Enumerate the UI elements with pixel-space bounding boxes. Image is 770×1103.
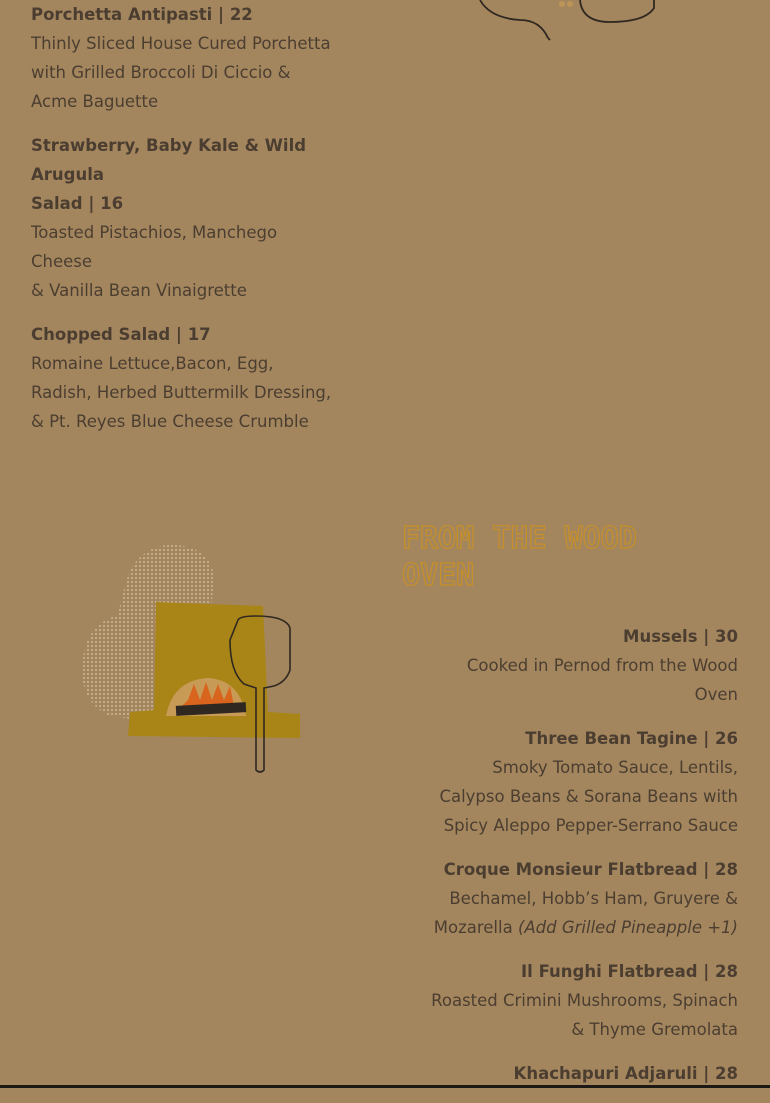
menu-item-porchetta [31, 0, 371, 116]
item-desc-line [396, 913, 738, 942]
item-desc-line: Calypso Beans & Sorana Beans with [439, 787, 738, 806]
item-desc-line: Romaine Lettuce,Bacon, Egg, [31, 354, 274, 373]
item-desc-line: Radish, Herbed Buttermilk Dressing, [31, 383, 332, 402]
section-heading-wood-oven [402, 520, 702, 594]
item-title: Khachapuri Adjaruli | 28 [513, 1064, 738, 1083]
item-desc-plain: Mozarella [433, 918, 518, 937]
fork-illustration-icon [470, 0, 690, 50]
wood-oven-list [396, 622, 738, 1103]
menu-item-three-bean-tagine [396, 724, 738, 840]
item-desc-line: Acme Baguette [31, 92, 159, 111]
item-title: Il Funghi Flatbread | 28 [521, 962, 738, 981]
item-title: Chopped Salad | 17 [31, 325, 211, 344]
item-desc-addon: (Add Grilled Pineapple +1) [517, 918, 738, 937]
item-title: Salad | 16 [31, 194, 124, 213]
menu-item-strawberry-salad [31, 131, 371, 305]
menu-item-chopped-salad [31, 320, 371, 436]
item-desc-line: Cheese [31, 252, 93, 271]
starters-list [31, 0, 371, 451]
item-title: Strawberry, Baby Kale & Wild Arugula [31, 136, 307, 184]
item-desc-line: & Vanilla Bean Vinaigrette [31, 281, 247, 300]
item-desc-line: with Grilled Broccoli Di Ciccio & [31, 63, 291, 82]
item-desc-line: Thinly Sliced House Cured Porchetta [31, 34, 331, 53]
item-desc-line: & Pt. Reyes Blue Cheese Crumble [31, 412, 309, 431]
wood-oven-icon [78, 540, 318, 780]
item-desc-line: Toasted Pistachios, Manchego [31, 223, 278, 242]
menu-item-croque-monsieur [396, 855, 738, 942]
item-desc-line: Spicy Aleppo Pepper-Serrano Sauce [443, 816, 738, 835]
menu-item-khachapuri [396, 1059, 738, 1088]
item-desc-line: Cooked in Pernod from the Wood [466, 656, 738, 675]
item-desc-line: & Thyme Gremolata [571, 1020, 738, 1039]
item-title: Croque Monsieur Flatbread | 28 [443, 860, 738, 879]
item-desc-line: Roasted Crimini Mushrooms, Spinach [431, 991, 738, 1010]
heading-line: FROM THE WOOD [402, 521, 637, 556]
item-desc-line: Bechamel, Hobb’s Ham, Gruyere & [449, 889, 738, 908]
menu-item-il-funghi [396, 957, 738, 1044]
item-desc-line: Oven [694, 685, 738, 704]
menu-item-mussels [396, 622, 738, 709]
item-title: Mussels | 30 [623, 627, 738, 646]
item-title: Porchetta Antipasti | 22 [31, 5, 253, 24]
item-title: Three Bean Tagine | 26 [525, 729, 738, 748]
item-desc-line: Smoky Tomato Sauce, Lentils, [492, 758, 738, 777]
heading-line: OVEN [402, 558, 475, 593]
